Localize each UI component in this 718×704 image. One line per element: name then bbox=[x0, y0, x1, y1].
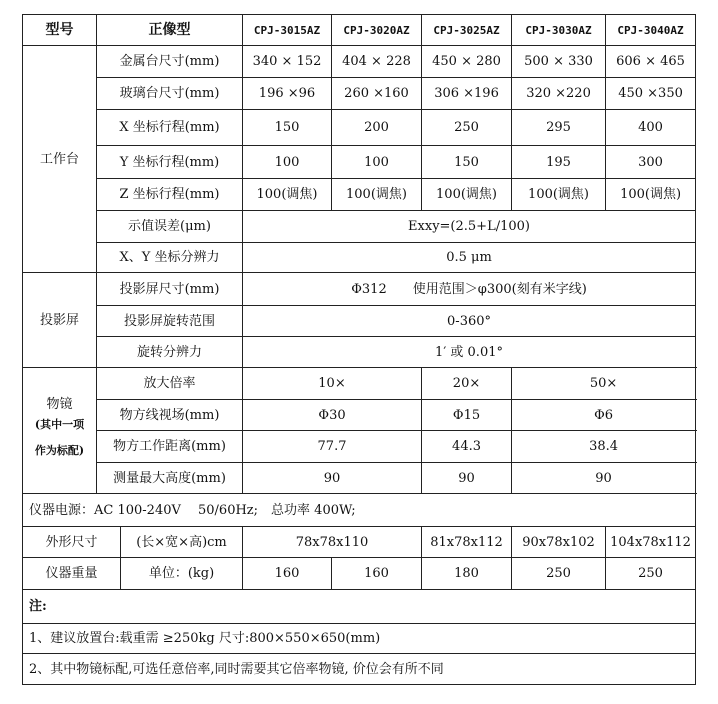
cell-value: 450 × 280 bbox=[422, 46, 512, 78]
row-label: 物方工作距离(mm) bbox=[97, 431, 243, 463]
cell-value: 100(调焦) bbox=[332, 179, 422, 211]
table-row bbox=[23, 624, 696, 654]
power-info: 仪器电源：AC 100-240V 50/60Hz; 总功率 400W; bbox=[23, 494, 696, 527]
cell-value: 180 bbox=[422, 558, 512, 590]
cell-value: 10× bbox=[243, 368, 422, 400]
row-label: 投影屏旋转范围 bbox=[97, 306, 243, 337]
cell-value: 100(调焦) bbox=[512, 179, 606, 211]
table-row bbox=[23, 78, 696, 110]
cell-value: 90 bbox=[243, 463, 422, 494]
group-objective bbox=[23, 368, 97, 494]
header-type: 正像型 bbox=[97, 15, 243, 46]
table-row bbox=[23, 179, 696, 211]
table-row bbox=[23, 558, 696, 590]
header-model-3025: CPJ-3025AZ bbox=[422, 15, 512, 46]
cell-value: 100(调焦) bbox=[422, 179, 512, 211]
table-row bbox=[23, 273, 696, 306]
notes-title: 注: bbox=[23, 590, 696, 624]
table-row bbox=[23, 243, 696, 273]
group-workbench: 工作台 bbox=[23, 46, 97, 273]
cell-value: Φ30 bbox=[243, 400, 422, 431]
cell-value: 100 bbox=[243, 146, 332, 179]
note-item: 2、其中物镜标配,可选任意倍率,同时需要其它倍率物镜, 价位会有所不同 bbox=[23, 654, 696, 685]
row-value: 0-360° bbox=[243, 306, 696, 337]
resolution-value: 0.5 μm bbox=[243, 243, 696, 273]
table-row bbox=[23, 46, 696, 78]
cell-value: 606 × 465 bbox=[606, 46, 696, 78]
cell-value: 340 × 152 bbox=[243, 46, 332, 78]
cell-value: 90 bbox=[512, 463, 696, 494]
row-label: X 坐标行程(mm) bbox=[97, 110, 243, 146]
note-item: 1、建议放置台:载重需 ≥250kg 尺寸:800×550×650(mm) bbox=[23, 624, 696, 654]
cell-value: 100(调焦) bbox=[606, 179, 696, 211]
table-row bbox=[23, 368, 696, 400]
cell-value: 150 bbox=[422, 146, 512, 179]
cell-value: 100(调焦) bbox=[243, 179, 332, 211]
group-objective-sub1: (其中一项 bbox=[34, 418, 85, 431]
table-row bbox=[23, 110, 696, 146]
table-row bbox=[23, 494, 696, 527]
table-row bbox=[23, 431, 696, 463]
cell-value: 38.4 bbox=[512, 431, 696, 463]
header-model-3015: CPJ-3015AZ bbox=[243, 15, 332, 46]
group-projection: 投影屏 bbox=[23, 273, 97, 368]
header-model: 型号 bbox=[23, 15, 97, 46]
row-unit: 单位：(kg) bbox=[121, 558, 243, 590]
cell-value: 150 bbox=[243, 110, 332, 146]
cell-value: 20× bbox=[422, 368, 512, 400]
table-row bbox=[23, 337, 696, 368]
header-model-3040: CPJ-3040AZ bbox=[606, 15, 696, 46]
cell-value: 50× bbox=[512, 368, 696, 400]
group-objective-sub2: 作为标配) bbox=[34, 444, 85, 457]
error-value: Exxy=(2.5+L/100) bbox=[243, 211, 696, 243]
cell-value: 500 × 330 bbox=[512, 46, 606, 78]
cell-value: 78x78x110 bbox=[243, 527, 422, 558]
cell-value: 195 bbox=[512, 146, 606, 179]
cell-value: 450 ×350 bbox=[606, 78, 696, 110]
row-label: 测量最大高度(mm) bbox=[97, 463, 243, 494]
cell-value: 160 bbox=[332, 558, 422, 590]
table-row bbox=[23, 400, 696, 431]
row-label: 金属台尺寸(mm) bbox=[97, 46, 243, 78]
cell-value: 306 ×196 bbox=[422, 78, 512, 110]
cell-value: 104x78x112 bbox=[606, 527, 696, 558]
row-label: 玻璃台尺寸(mm) bbox=[97, 78, 243, 110]
table-row bbox=[23, 527, 696, 558]
cell-value: 404 × 228 bbox=[332, 46, 422, 78]
cell-value: 160 bbox=[243, 558, 332, 590]
table-row bbox=[23, 211, 696, 243]
cell-value: 320 ×220 bbox=[512, 78, 606, 110]
row-label: 外形尺寸 bbox=[23, 527, 121, 558]
cell-value: 81x78x112 bbox=[422, 527, 512, 558]
cell-value: 250 bbox=[422, 110, 512, 146]
row-label: 旋转分辨力 bbox=[97, 337, 243, 368]
row-label: 放大倍率 bbox=[97, 368, 243, 400]
row-value: 1′ 或 0.01° bbox=[243, 337, 696, 368]
cell-value: 250 bbox=[512, 558, 606, 590]
group-objective-title: 物镜 bbox=[46, 397, 73, 412]
table-row bbox=[23, 146, 696, 179]
header-model-3020: CPJ-3020AZ bbox=[332, 15, 422, 46]
table-row bbox=[23, 463, 696, 494]
row-label: X、Y 坐标分辨力 bbox=[97, 243, 243, 273]
cell-value: 44.3 bbox=[422, 431, 512, 463]
cell-value: 90x78x102 bbox=[512, 527, 606, 558]
table-row bbox=[23, 306, 696, 337]
spec-table bbox=[22, 14, 696, 685]
row-label: Y 坐标行程(mm) bbox=[97, 146, 243, 179]
cell-value: 90 bbox=[422, 463, 512, 494]
cell-value: 100 bbox=[332, 146, 422, 179]
cell-value: 300 bbox=[606, 146, 696, 179]
cell-value: 250 bbox=[606, 558, 696, 590]
row-unit: (长×宽×高)cm bbox=[121, 527, 243, 558]
cell-value: 400 bbox=[606, 110, 696, 146]
cell-value: 77.7 bbox=[243, 431, 422, 463]
cell-value: 260 ×160 bbox=[332, 78, 422, 110]
cell-value: 196 ×96 bbox=[243, 78, 332, 110]
row-label: 物方线视场(mm) bbox=[97, 400, 243, 431]
cell-value: 295 bbox=[512, 110, 606, 146]
header-row bbox=[23, 15, 696, 46]
row-label: 示值误差(μm) bbox=[97, 211, 243, 243]
table-row bbox=[23, 590, 696, 624]
cell-value: Φ6 bbox=[512, 400, 696, 431]
row-value: Φ312 使用范围＞φ300(刻有米字线) bbox=[243, 273, 696, 306]
row-label: Z 坐标行程(mm) bbox=[97, 179, 243, 211]
table-row bbox=[23, 654, 696, 685]
row-label: 投影屏尺寸(mm) bbox=[97, 273, 243, 306]
row-label: 仪器重量 bbox=[23, 558, 121, 590]
header-model-3030: CPJ-3030AZ bbox=[512, 15, 606, 46]
cell-value: 200 bbox=[332, 110, 422, 146]
cell-value: Φ15 bbox=[422, 400, 512, 431]
